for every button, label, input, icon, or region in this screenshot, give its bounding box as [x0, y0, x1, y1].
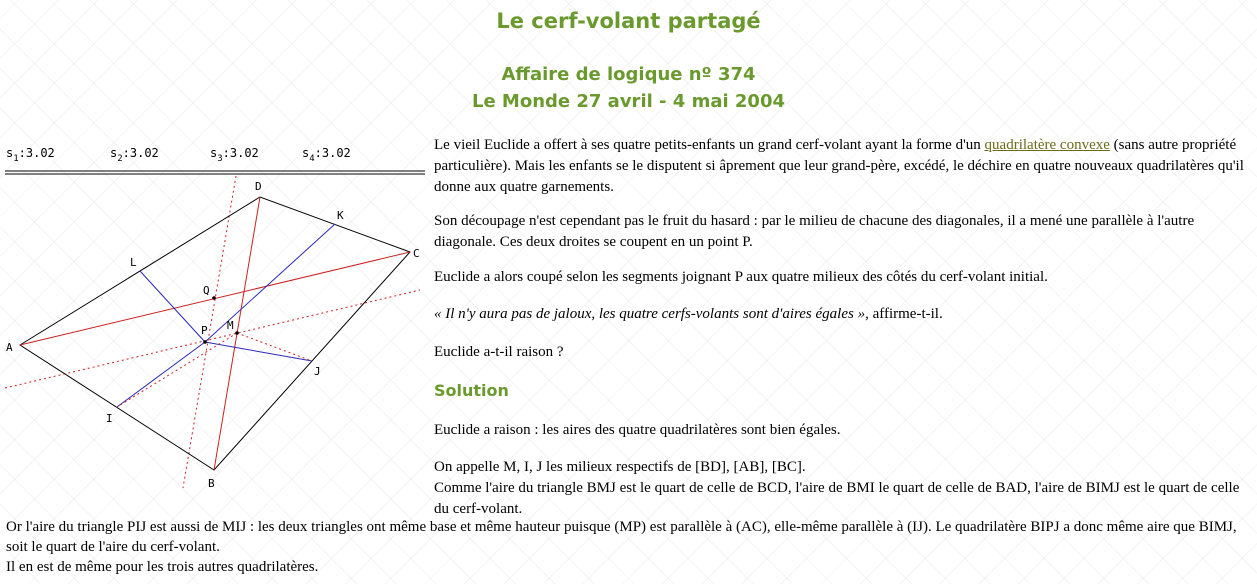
- segment-mi: [117, 333, 237, 407]
- label-m: M: [227, 319, 234, 332]
- segment-pl: [140, 271, 205, 342]
- label-a: A: [6, 341, 13, 354]
- label-b: B: [208, 477, 215, 490]
- label-d: D: [255, 180, 262, 193]
- label-l: L: [130, 256, 137, 269]
- segment-mj: [237, 333, 312, 361]
- statement-paragraph-1: Le vieil Euclide a offert à ses quatre petits-enfants un grand cerf-volant ayant la forme d'un quadrilatère convexe (sans autre propriété particulière). Mais les enfants se le disputent si âprement que leur grand-père, excédé, le déchire en quatre nouveaux quadrilatères qu'il donne aux quatre garnements.: [434, 137, 1244, 195]
- label-c: C: [413, 247, 420, 260]
- label-j: J: [314, 365, 321, 378]
- segment-pi: [117, 342, 205, 407]
- solution-paragraph-2: On appelle M, I, J les milieux respectifs de [BD], [AB], [BC]. Comme l'aire du triangle BMJ est le quart de celle de BCD, l'aire de BMI le quart de celle de BAD, l'aire de BIMJ est le quart de celle du cerf-volant.: [434, 459, 1240, 517]
- puzzle-number: Affaire de logique nº 374: [501, 64, 756, 85]
- parallel-to-ac-line: [5, 290, 420, 388]
- point-m[interactable]: [235, 331, 239, 335]
- label-q: Q: [203, 284, 210, 297]
- kite-figure[interactable]: [0, 136, 430, 496]
- point-q[interactable]: [212, 296, 216, 300]
- measure-s2: $s_2:3.02$: [110, 146, 159, 164]
- statement-paragraph-2: Son découpage n'est cependant pas le fruit du hasard : par le milieu de chacune des diagonales, il a mené une parallèle à l'autre diagonale. Ces deux droites se coupent en un point P.: [434, 213, 1195, 250]
- segment-pj: [205, 342, 312, 361]
- measure-s3: $s_3:3.02$: [210, 146, 259, 164]
- publication-date: Le Monde 27 avril - 4 mai 2004: [471, 91, 786, 112]
- convex-quadrilateral-link[interactable]: quadrilatère convexe: [984, 137, 1110, 153]
- label-k: K: [337, 209, 344, 222]
- parallel-to-bd-line: [183, 176, 236, 488]
- question: Euclide a-t-il raison ?: [434, 344, 564, 360]
- euclid-quote: « Il n'y aura pas de jaloux, les quatre cerfs-volants sont d'aires égales », affirme-t-il.: [434, 306, 943, 322]
- measure-s4: $s_4:3.02$: [302, 146, 351, 164]
- measure-s1: $s_1:3.02$: [6, 146, 55, 164]
- label-i: I: [106, 412, 113, 425]
- solution-heading: Solution: [434, 381, 509, 400]
- point-p[interactable]: [203, 340, 207, 344]
- solution-paragraph-3: Or l'aire du triangle PIJ est aussi de MIJ : les deux triangles ont même base et même hauteur puisque (MP) est parallèle à (AC), elle-même parallèle à (IJ). Le quadrilatère BIPJ a donc même aire que BIMJ, soit le quart de l'aire du cerf-volant. Il en est de même pour les trois autres quadrilatères.: [6, 519, 1237, 575]
- label-p: P: [201, 324, 208, 337]
- statement-paragraph-3: Euclide a alors coupé selon les segments joignant P aux quatre milieux des côtés du cerf-volant initial.: [434, 269, 1048, 285]
- page-title: Le cerf-volant partagé: [496, 9, 761, 33]
- solution-paragraph-1: Euclide a raison : les aires des quatre quadrilatères sont bien égales.: [434, 422, 841, 438]
